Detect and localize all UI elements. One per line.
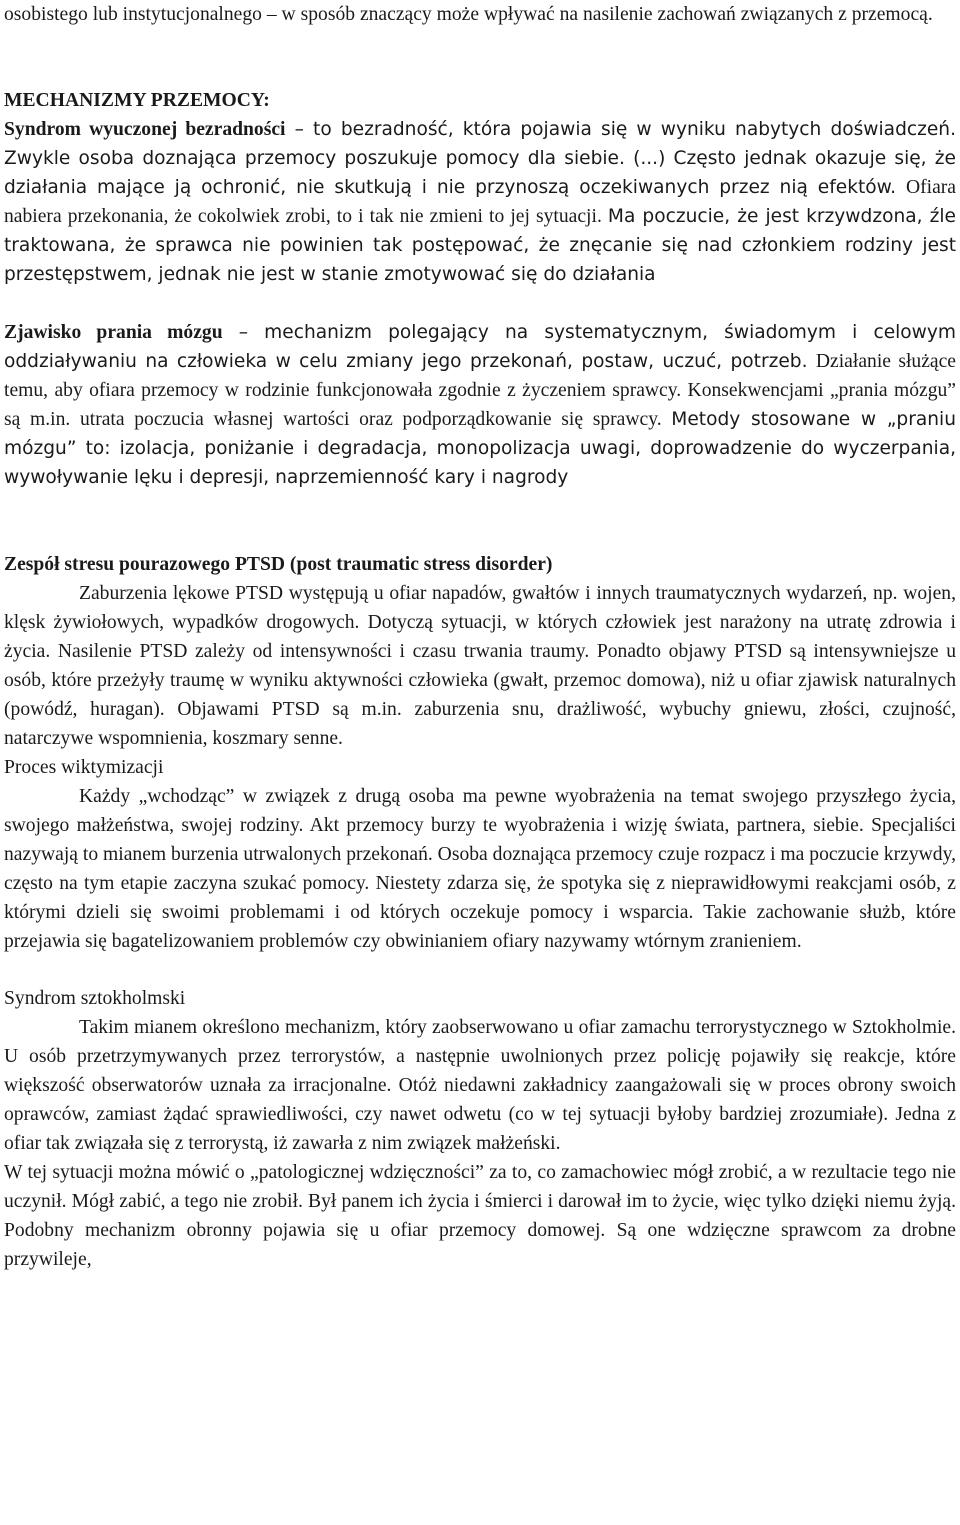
- mechanizmy-heading: MECHANIZMY PRZEMOCY:: [4, 90, 270, 111]
- pranie-mozgu-text-2: Działanie służące temu, aby ofiara przemocy w rodzinie funkcjonowała zgodnie z życzeniem sprawcy. Konsekwencjami „prania mózgu” są m.in. utrata poczucia własnej wartości oraz podporządkowanie się sprawcy.: [4, 351, 956, 430]
- syndrom-bezradnosci-text-3: Ma poczucie, że jest krzywdzona, źle traktowana, że sprawca nie powinien tak postępować, że znęcanie się nad członkiem rodziny jest przestępstwem, jednak nie jest w stanie zmotywować się do działania: [4, 206, 956, 285]
- wiktymizacja-heading: Proces wiktymizacji: [4, 757, 164, 778]
- pranie-mozgu-paragraph: [4, 318, 956, 492]
- sztokholm-text-1: Takim mianem określono mechanizm, który zaobserwowano u ofiar zamachu terrorystycznego w Sztokholmie. U osób przetrzymywanych przez terrorystów, a następnie uwolnionych przez policję pojawiły się reakcje, które większość obserwatorów uznała za irracjonalne. Otóż niedawni zakładnicy zaangażowali się w proces obrony swoich oprawców, zamiast żądać sprawiedliwości, czy nawet odwetu (co w tej sytuacji byłoby bardziej zrozumiałe). Jedna z ofiar tak związała się z terrorystą, iż zawarła z nim związek małżeński.: [4, 1017, 956, 1154]
- sztokholm-heading: Syndrom sztokholmski: [4, 988, 186, 1009]
- wiktymizacja-paragraph: [4, 782, 956, 956]
- syndrom-bezradnosci-text-1: – to bezradność, która pojawia się w wyniku nabytych doświadczeń. Zwykle osoba doznająca przemocy poszukuje pomocy dla siebie. (...) Często jednak okazuje się, że działania mające ją ochronić, nie skutkują i nie przynoszą oczekiwanych przez nią efektów.: [4, 119, 956, 198]
- pranie-mozgu-text-1: – mechanizm polegający na systematycznym, świadomym i celowym oddziaływaniu na człowieka w celu zmiany jego przekonań, postaw, uczuć, potrzeb.: [4, 322, 957, 372]
- pranie-mozgu-text-3: Metody stosowane w „praniu mózgu” to: izolacja, poniżanie i degradacja, monopolizacja uwagi, doprowadzenie do wyczerpania, wywoływanie lęku i depresji, naprzemienność kary i nagrody: [4, 409, 956, 488]
- ptsd-text: Zaburzenia lękowe PTSD występują u ofiar napadów, gwałtów i innych traumatycznych wydarzeń, np. wojen, klęsk żywiołowych, wypadków drogowych. Dotyczą sytuacji, w których człowiek jest narażony na utratę zdrowia i życia. Nasilenie PTSD zależy od intensywności i czasu trwania traumy. Ponadto objawy PTSD są intensywniejsze u osób, które przeżyły traumę w wyniku aktywności człowieka (gwałt, przemoc domowa), niż u ofiar zjawisk naturalnych (powódź, huragan). Objawami PTSD są m.in. zaburzenia snu, drażliwość, wybuchy gniewu, złości, czujność, natarczywe wspomnienia, koszmary senne.: [4, 583, 956, 749]
- intro-text: osobistego lub instytucjonalnego – w sposób znaczący może wpływać na nasilenie zachowań związanych z przemocą.: [4, 4, 933, 25]
- syndrom-bezradnosci-term: Syndrom wyuczonej bezradności: [4, 119, 286, 140]
- sztokholm-text-2: W tej sytuacji można mówić o „patologicznej wdzięczności” za to, co zamachowiec mógł zrobić, a w rezultacie tego nie uczynił. Mógł zabić, a tego nie zrobił. Był panem ich życia i śmierci i darował im to życie, więc tylko dzięki niemu żyją. Podobny mechanizm obronny pojawia się u ofiar przemocy domowej. Są one wdzięczne sprawcom za drobne przywileje,: [4, 1162, 956, 1270]
- syndrom-bezradnosci-paragraph: [4, 115, 956, 289]
- ptsd-heading: Zespół stresu pourazowego PTSD (post traumatic stress disorder): [4, 554, 553, 575]
- sztokholm-paragraph-1: [4, 1013, 956, 1158]
- wiktymizacja-text: Każdy „wchodząc” w związek z drugą osoba ma pewne wyobrażenia na temat swojego przyszłego życia, swojego małżeństwa, swojej rodziny. Akt przemocy burzy te wyobrażenia i wizję świata, partnera, siebie. Specjaliści nazywają to mianem burzenia utrwalonych przekonań. Osoba doznająca przemocy czuje rozpacz i ma poczucie krzywdy, często na tym etapie zaczyna szukać pomocy. Niestety zdarza się, że spotyka się z nieprawidłowymi reakcjami osób, z którymi dzieli się swoimi problemami i od których oczekuje pomocy i wsparcia. Takie zachowanie służb, które przejawia się bagatelizowaniem problemów czy obwinianiem ofiary nazywamy wtórnym zranieniem.: [4, 786, 956, 952]
- syndrom-bezradnosci-text-2: Ofiara nabiera przekonania, że cokolwiek zrobi, to i tak nie zmieni to jej sytuacji.: [4, 177, 956, 227]
- ptsd-paragraph: [4, 579, 956, 753]
- pranie-mozgu-term: Zjawisko prania mózgu: [4, 322, 223, 343]
- sztokholm-paragraph-2: [4, 1158, 956, 1274]
- intro-paragraph: [4, 0, 956, 29]
